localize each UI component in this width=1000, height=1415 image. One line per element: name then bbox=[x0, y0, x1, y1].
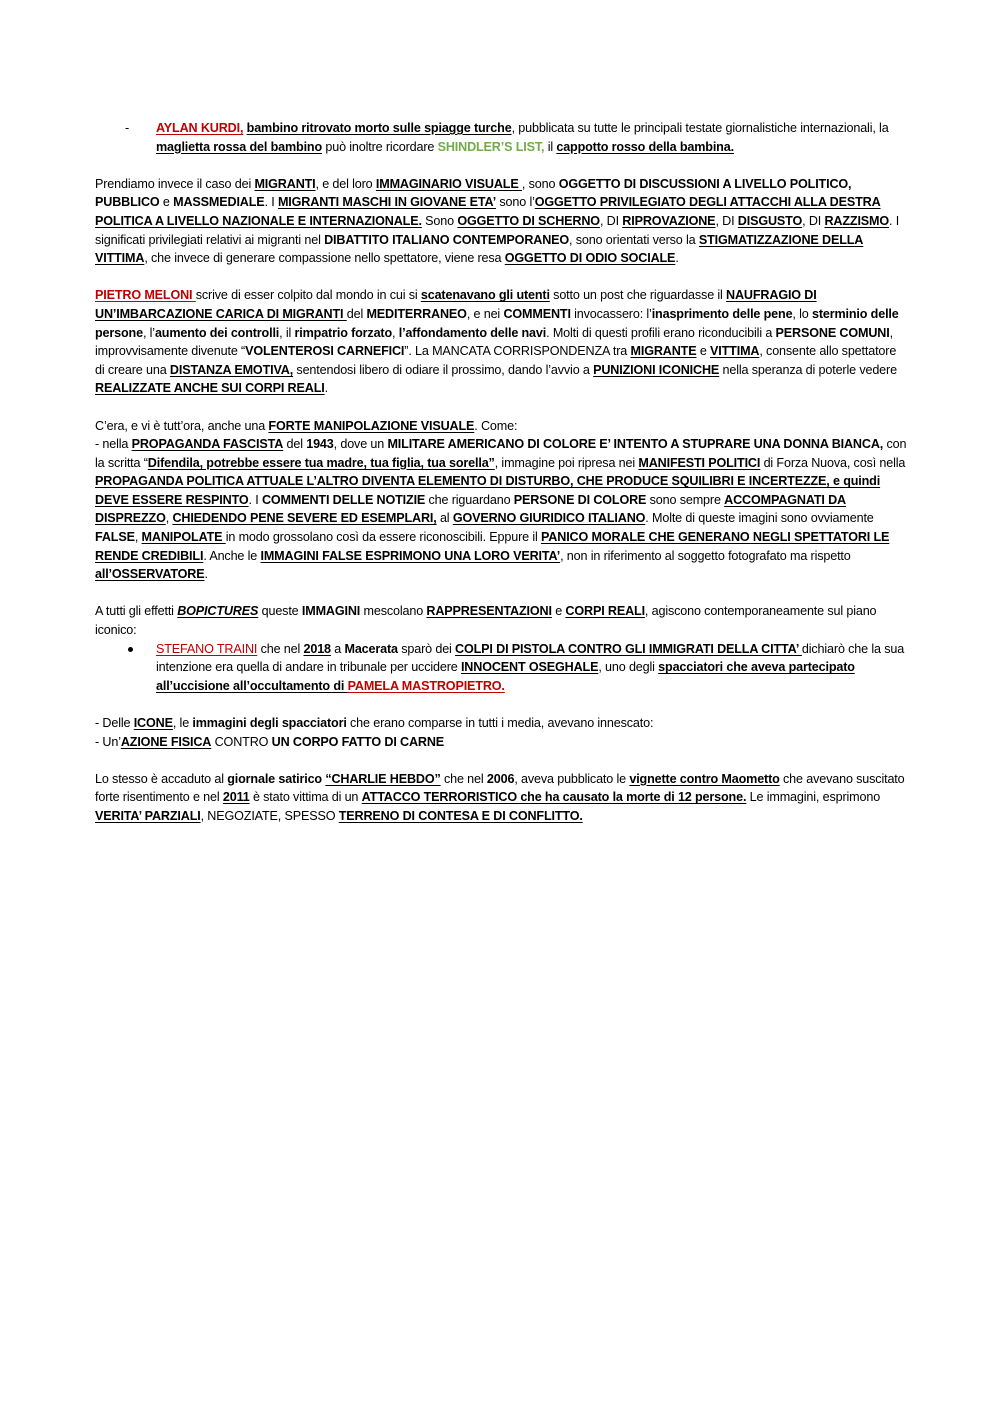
emphasis-text: inasprimento delle pene bbox=[651, 306, 793, 321]
emphasis-text: PIETRO MELONI bbox=[95, 288, 196, 303]
text-run: sparò dei bbox=[397, 641, 456, 656]
text-run: , DI bbox=[802, 213, 825, 228]
text-run: . bbox=[675, 251, 679, 266]
text-run: del bbox=[346, 306, 367, 321]
emphasis-text: 1943 bbox=[306, 437, 334, 452]
emphasis-text: COLPI DI PISTOLA CONTRO GLI IMMIGRATI DELLA CITTA’ bbox=[455, 641, 802, 656]
text-run: invocassero: l’ bbox=[570, 306, 652, 321]
list-item bbox=[95, 119, 907, 156]
text-run: , agiscono contemporaneamente sul piano iconico: bbox=[95, 604, 877, 638]
emphasis-text: immagini degli spacciatori bbox=[192, 716, 347, 730]
text-run: che avevano suscitato forte risentimento e nel bbox=[95, 771, 905, 805]
text-run: CONTRO bbox=[211, 734, 272, 749]
paragraph bbox=[95, 435, 907, 584]
emphasis-text: REALIZZATE ANCHE SUI CORPI REALI bbox=[95, 381, 325, 396]
emphasis-text: MILITARE AMERICANO DI COLORE E’ INTENTO A STUPRARE UNA DONNA BIANCA, bbox=[387, 437, 884, 452]
emphasis-text: VERITA’ PARZIALI bbox=[95, 808, 201, 823]
emphasis-text: vignette contro Maometto bbox=[629, 771, 780, 786]
text-run: , improvvisamente divenute “ bbox=[95, 325, 893, 359]
emphasis-text: PANICO MORALE CHE GENERANO NEGLI SPETTATORI LE RENDE CREDIBILI bbox=[95, 530, 890, 563]
emphasis-text: UN CORPO FATTO DI CARNE bbox=[271, 734, 445, 749]
emphasis-text: IMMAGINI bbox=[301, 604, 361, 619]
emphasis-text: Macerata bbox=[344, 641, 398, 656]
text-run: . Anche le bbox=[203, 548, 261, 563]
text-run: . I bbox=[248, 492, 262, 507]
text-run: Prendiamo invece il caso dei bbox=[95, 176, 255, 191]
text-run: di Forza Nuova, così nella bbox=[760, 455, 906, 470]
paragraph bbox=[95, 714, 907, 733]
text-run: sono l’ bbox=[496, 195, 535, 210]
emphasis-text: DIBATTITO ITALIANO CONTEMPORANEO bbox=[324, 232, 570, 247]
document-body bbox=[95, 119, 907, 826]
emphasis-text: GOVERNO GIURIDICO ITALIANO bbox=[452, 511, 646, 526]
text-run: , lo bbox=[792, 306, 812, 321]
emphasis-text: giornale satirico bbox=[227, 771, 322, 786]
paragraph bbox=[95, 733, 907, 752]
emphasis-text: OGGETTO PRIVILEGIATO DEGLI ATTACCHI ALLA DESTRA POLITICA A LIVELLO NAZIONALE E INTERNAZIONALE. bbox=[95, 195, 881, 228]
text-run: , sono orientati verso la bbox=[569, 232, 699, 247]
emphasis-text: PAMELA MASTROPIETRO. bbox=[347, 678, 505, 693]
emphasis-text: PROPAGANDA FASCISTA bbox=[131, 437, 284, 452]
text-run: che riguardano bbox=[425, 492, 514, 507]
text-run: , pubblicata su tutte le principali testate giornalistiche internazionali, la bbox=[511, 121, 889, 135]
text-run: , bbox=[134, 530, 142, 545]
text-run: , le bbox=[172, 716, 193, 730]
emphasis-text: IMMAGINARIO VISUALE bbox=[375, 176, 522, 191]
text-run: può inoltre ricordare bbox=[322, 139, 438, 154]
text-run: che nel bbox=[257, 641, 304, 656]
text-run: , aveva pubblicato le bbox=[514, 771, 630, 786]
emphasis-text: maglietta rossa del bambino bbox=[156, 139, 323, 154]
paragraph bbox=[95, 602, 907, 639]
text-run: - Un’ bbox=[95, 734, 121, 749]
emphasis-text: COMMENTI DELLE NOTIZIE bbox=[261, 492, 426, 507]
emphasis-text: OGGETTO DI SCHERNO bbox=[457, 213, 600, 228]
emphasis-text: MIGRANTE bbox=[630, 344, 697, 359]
text-run: mescolano bbox=[360, 604, 427, 619]
emphasis-text: STIGMATIZZAZIONE DELLA VITTIMA bbox=[95, 232, 864, 266]
text-run: , consente allo spettatore di creare una bbox=[95, 344, 897, 377]
emphasis-text: RAZZISMO bbox=[824, 213, 890, 228]
text-run: sentendosi libero di odiare il prossimo, dando l’avvio a bbox=[293, 362, 594, 377]
text-run: Sono bbox=[421, 213, 458, 228]
text-run: . bbox=[204, 567, 208, 582]
emphasis-text: MANIPOLATE bbox=[141, 530, 226, 545]
text-run: A tutti gli effetti bbox=[95, 604, 178, 619]
text-run: - nella bbox=[95, 437, 132, 452]
text-run: ”. La MANCATA CORRISPONDENZA tra bbox=[404, 344, 631, 359]
emphasis-text: 2018 bbox=[303, 641, 331, 656]
emphasis-text: STEFANO TRAINI bbox=[156, 641, 258, 656]
text-run: C’era, e vi è tutt’ora, anche una bbox=[95, 418, 269, 433]
paragraph bbox=[95, 770, 907, 826]
list-dash-marker: - bbox=[125, 121, 130, 135]
text-run: , che invece di generare compassione nello spettatore, viene resa bbox=[144, 251, 505, 266]
text-run: , e del loro bbox=[315, 176, 376, 191]
emphasis-text: cappotto rosso della bambina. bbox=[556, 139, 734, 154]
emphasis-text: AYLAN KURDI, bbox=[156, 121, 244, 135]
emphasis-text: VITTIMA bbox=[710, 344, 760, 359]
paragraph bbox=[95, 417, 907, 436]
emphasis-text: MEDITERRANEO bbox=[366, 306, 467, 321]
text-run: è stato vittima di un bbox=[249, 790, 362, 805]
emphasis-text: scatenavano gli utenti bbox=[420, 288, 550, 303]
emphasis-text: ICONE bbox=[133, 716, 173, 730]
text-run: , bbox=[165, 511, 173, 526]
emphasis-text: DISGUSTO bbox=[737, 213, 803, 228]
emphasis-text: COMMENTI bbox=[503, 306, 571, 321]
emphasis-text: AZIONE FISICA bbox=[120, 734, 212, 749]
emphasis-text: Difendila, potrebbe essere tua madre, tua figlia, tua sorella” bbox=[147, 455, 495, 470]
emphasis-text: 2011 bbox=[222, 790, 250, 805]
emphasis-text: FALSE bbox=[95, 530, 135, 545]
emphasis-text: spacciatori che aveva partecipato all’uccisione all’occultamento di bbox=[156, 660, 855, 693]
text-run: del bbox=[283, 437, 307, 452]
emphasis-text: INNOCENT OSEGHALE bbox=[460, 660, 599, 675]
emphasis-text: VOLENTEROSI CARNEFICI bbox=[245, 344, 405, 359]
text-run: che nel bbox=[440, 771, 487, 786]
emphasis-text: TERRENO DI CONTESA E DI CONFLITTO. bbox=[338, 808, 583, 823]
emphasis-text: aumento dei controlli bbox=[154, 325, 280, 340]
text-run: . Molte di queste imagini sono ovviamente bbox=[645, 511, 874, 526]
emphasis-text: MASSMEDIALE bbox=[173, 195, 265, 210]
paragraph bbox=[95, 175, 907, 268]
emphasis-text: RAPPRESENTAZIONI bbox=[426, 604, 552, 619]
text-run: - Delle bbox=[95, 716, 134, 730]
text-run: . I bbox=[264, 195, 278, 210]
emphasis-text: MIGRANTI bbox=[254, 176, 316, 191]
text-run: , l’ bbox=[142, 325, 155, 340]
emphasis-text: MIGRANTI MASCHI IN GIOVANE ETA’ bbox=[277, 195, 497, 210]
emphasis-text: RIPROVAZIONE bbox=[622, 213, 716, 228]
emphasis-text: NAUFRAGIO DI UN’IMBARCAZIONE CARICA DI MIGRANTI bbox=[95, 288, 817, 321]
text-run: , uno degli bbox=[598, 660, 659, 675]
emphasis-text: l’affondamento delle navi bbox=[398, 325, 547, 340]
text-run: nella speranza di poterle vedere bbox=[719, 362, 897, 377]
emphasis-text: PROPAGANDA POLITICA ATTUALE L’ALTRO DIVENTA ELEMENTO DI DISTURBO, CHE PRODUCE SQUILIBRI E INCERTEZZE, e quindi DEVE ESSERE RESPINTO bbox=[95, 474, 881, 507]
text-run: , DI bbox=[715, 213, 738, 228]
text-run: queste bbox=[258, 604, 302, 619]
emphasis-text: OGGETTO DI DISCUSSIONI A LIVELLO POLITICO, PUBBLICO bbox=[95, 176, 852, 210]
text-run: . Molti di questi profili erano riconducibili a bbox=[546, 325, 776, 340]
emphasis-text: CORPI REALI bbox=[565, 604, 645, 619]
text-run: . I significati privilegiati relativi ai migranti nel bbox=[95, 213, 900, 247]
emphasis-text: rimpatrio forzato bbox=[294, 325, 393, 340]
text-run: . bbox=[324, 381, 328, 396]
text-run: sono sempre bbox=[646, 492, 725, 507]
text-run: Lo stesso è accaduto al bbox=[95, 771, 228, 786]
text-run: , immagine poi ripresa nei bbox=[494, 455, 639, 470]
emphasis-text: DISTANZA EMOTIVA, bbox=[169, 362, 294, 377]
text-run: il bbox=[544, 139, 557, 154]
emphasis-text: 2006 bbox=[486, 771, 515, 786]
text-run: e bbox=[551, 604, 566, 619]
text-run: dichiarò che la sua intenzione era quella di andare in tribunale per uccidere bbox=[156, 641, 905, 675]
text-run: Le immagini, esprimono bbox=[746, 790, 881, 805]
text-run: , il bbox=[279, 325, 295, 340]
emphasis-text: bambino ritrovato morto sulle spiagge turche bbox=[246, 121, 512, 135]
text-run: che erano comparse in tutti i media, avevano innescato: bbox=[346, 716, 654, 730]
text-run: a bbox=[330, 641, 345, 656]
text-run: sotto un post che riguardasse il bbox=[549, 288, 727, 303]
emphasis-text: “CHARLIE HEBDO” bbox=[325, 771, 441, 786]
emphasis-text: PERSONE DI COLORE bbox=[513, 492, 647, 507]
paragraph bbox=[95, 286, 907, 398]
emphasis-text: OGGETTO DI ODIO SOCIALE bbox=[504, 251, 676, 266]
list-item bbox=[95, 640, 907, 696]
emphasis-text: FORTE MANIPOLAZIONE VISUALE bbox=[268, 418, 475, 433]
text-run: , bbox=[392, 325, 399, 340]
emphasis-text: CHIEDENDO PENE SEVERE ED ESEMPLARI, bbox=[172, 511, 437, 526]
text-run: e bbox=[696, 344, 711, 359]
emphasis-text: PERSONE COMUNI bbox=[775, 325, 890, 340]
emphasis-text: MANIFESTI POLITICI bbox=[638, 455, 761, 470]
text-run: . Come: bbox=[474, 418, 518, 433]
emphasis-text: BOPICTURES bbox=[177, 604, 259, 619]
text-run: con la scritta “ bbox=[95, 437, 907, 470]
text-run: , sono bbox=[521, 176, 559, 191]
text-run: e bbox=[159, 195, 174, 210]
emphasis-text: all’OSSERVATORE bbox=[95, 567, 205, 582]
text-run: al bbox=[436, 511, 453, 526]
emphasis-text: SHINDLER’S LIST, bbox=[437, 139, 545, 154]
emphasis-text: sterminio delle persone bbox=[95, 306, 899, 340]
text-run: in modo grossolano così da essere riconoscibili. Eppure il bbox=[225, 530, 541, 545]
text-run: , DI bbox=[599, 213, 623, 228]
text-run: , NEGOZIATE, SPESSO bbox=[200, 808, 339, 823]
text-run: , non in riferimento al soggetto fotografato ma rispetto bbox=[560, 548, 851, 563]
bullet-dot-icon bbox=[128, 647, 133, 652]
text-run: , dove un bbox=[333, 437, 388, 452]
emphasis-text: PUNIZIONI ICONICHE bbox=[593, 362, 720, 377]
emphasis-text: ATTACCO TERRORISTICO che ha causato la morte di 12 persone. bbox=[361, 790, 747, 805]
emphasis-text: IMMAGINI FALSE ESPRIMONO UNA LORO VERITA’ bbox=[260, 548, 561, 563]
emphasis-text: ACCOMPAGNATI DA DISPREZZO bbox=[95, 492, 846, 526]
text-run: scrive di esser colpito dal mondo in cui si bbox=[195, 288, 421, 303]
text-run: , e nei bbox=[466, 306, 504, 321]
